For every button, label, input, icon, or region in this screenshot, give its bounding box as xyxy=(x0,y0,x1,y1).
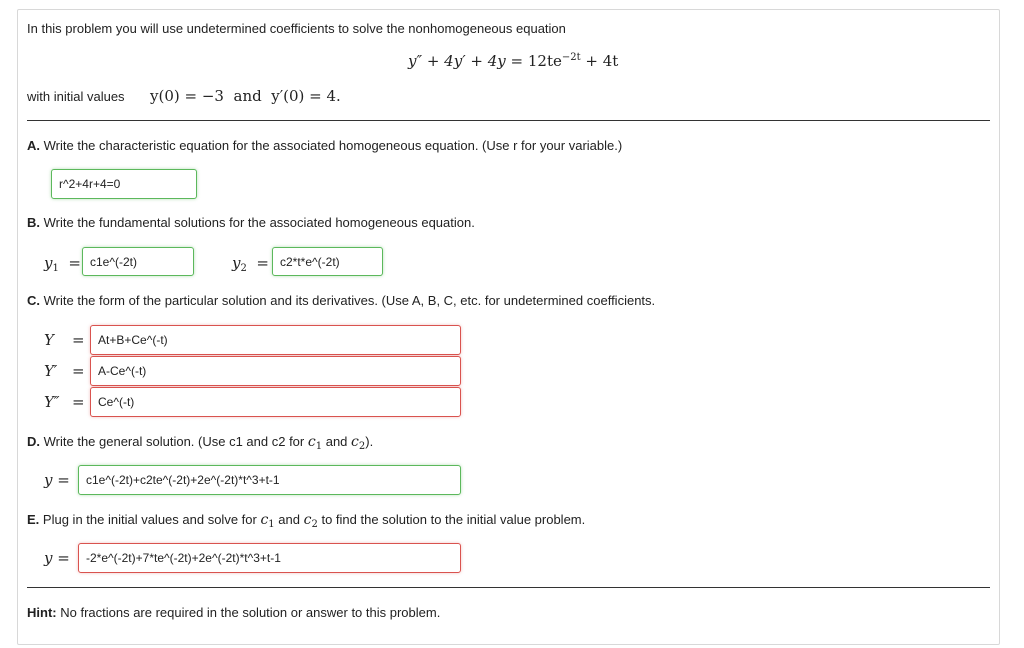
equation-equals: = xyxy=(510,52,524,70)
part-d-prompt: D. Write the general solution. (Use c1 and c2 for $c_1$ and $c_2$). xyxy=(27,434,374,452)
hint xyxy=(27,605,440,620)
ivp-solution-input[interactable] xyxy=(78,543,461,573)
y2-label: $y_2$ = xyxy=(232,254,269,274)
general-solution-input[interactable] xyxy=(78,465,461,495)
initial-values-and: and xyxy=(233,87,262,105)
general-solution-label: y = xyxy=(44,471,70,489)
y1-input[interactable] xyxy=(82,247,194,276)
Y-equals: = xyxy=(72,331,85,349)
characteristic-equation-input[interactable] xyxy=(51,169,197,199)
part-e-letter: E. xyxy=(27,512,40,527)
part-b-prompt xyxy=(27,215,475,230)
part-d-letter: D. xyxy=(27,434,40,449)
ivp-solution-label: y = xyxy=(44,549,70,567)
part-a-text: Write the characteristic equation for the associated homogeneous equation. (Use r for your variable.) xyxy=(43,138,623,153)
hint-text: No fractions are required in the solution or answer to this problem. xyxy=(60,605,441,620)
y1-label: $y_1$ = xyxy=(44,254,81,274)
part-a-prompt xyxy=(27,138,622,153)
initial-values-label: with initial values xyxy=(27,89,125,104)
hint-label: Hint: xyxy=(27,605,57,620)
intro-text: In this problem you will use undetermined coefficients to solve the nonhomogeneous equation xyxy=(27,21,566,36)
equation-rhs-exponent: −2t xyxy=(561,52,581,63)
part-e-prompt: E. Plug in the initial values and solve for $c_1$ and $c_2$ to find the solution to the initial value problem. xyxy=(27,512,586,530)
Ydoubleprime-label: Y″ xyxy=(44,393,60,411)
divider-bottom xyxy=(27,587,990,588)
part-c-prompt xyxy=(27,293,655,308)
Y-label: Y xyxy=(44,331,54,349)
part-b-text: Write the fundamental solutions for the associated homogeneous equation. xyxy=(43,215,475,230)
part-c-letter: C. xyxy=(27,293,40,308)
nonhomogeneous-equation xyxy=(408,52,618,70)
part-c-text: Write the form of the particular solution and its derivatives. (Use A, B, C, etc. for undetermined coefficients. xyxy=(43,293,656,308)
particular-solution-Ydoubleprime-input[interactable] xyxy=(90,387,461,417)
equation-lhs: y″ + 4y′ + 4y xyxy=(408,52,506,70)
y2-input[interactable] xyxy=(272,247,383,276)
Yprime-label: Y′ xyxy=(44,362,58,380)
initial-values xyxy=(150,87,341,105)
particular-solution-Y-input[interactable] xyxy=(90,325,461,355)
part-a-letter: A. xyxy=(27,138,40,153)
Ydoubleprime-equals: = xyxy=(72,393,85,411)
divider-top xyxy=(27,120,990,121)
part-b-letter: B. xyxy=(27,215,40,230)
Yprime-equals: = xyxy=(72,362,85,380)
equation-rhs-a: 12te xyxy=(527,52,562,70)
initial-value-yprime0: y′(0) = 4. xyxy=(271,87,341,105)
equation-rhs-b: + 4t xyxy=(585,52,619,70)
particular-solution-Yprime-input[interactable] xyxy=(90,356,461,386)
initial-value-y0: y(0) = −3 xyxy=(150,87,224,105)
